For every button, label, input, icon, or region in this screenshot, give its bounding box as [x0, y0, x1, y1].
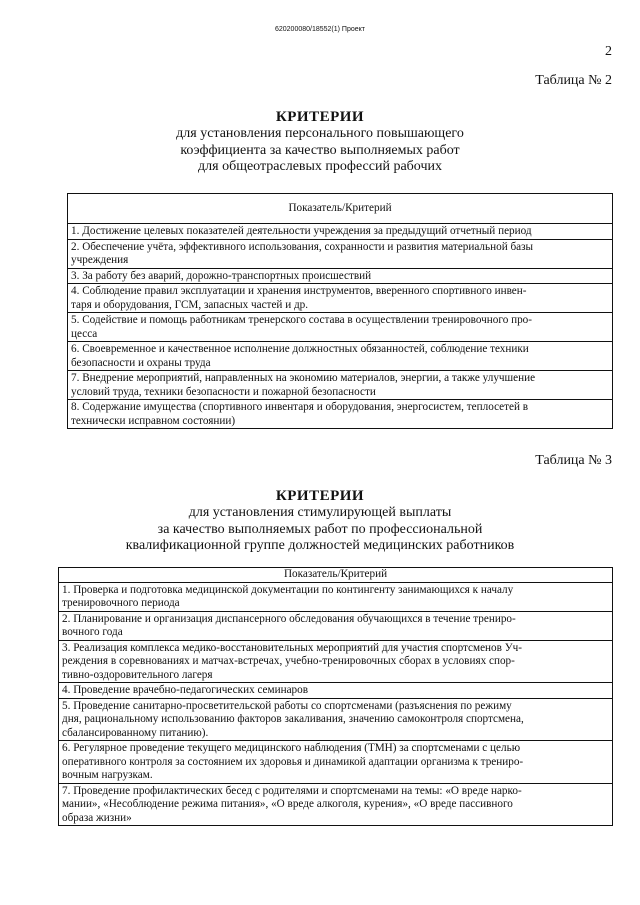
criterion-cell [68, 284, 613, 313]
table-row [59, 783, 613, 826]
table-2-title-block [0, 108, 640, 176]
criterion-text-line: цесса [71, 327, 98, 340]
page-number: 2 [605, 44, 612, 59]
criterion-cell [59, 741, 613, 784]
table-row [68, 400, 613, 429]
criterion-text-line: 5. Проведение санитарно-просветительской работы со спортсменами (разъяснения по режиму [62, 699, 512, 712]
criterion-text-line: 3. За работу без аварий, дорожно-транспортных происшествий [71, 269, 372, 282]
table-2-body [68, 224, 613, 429]
table-2-subtitle-line: для общеотраслевых профессий рабочих [198, 159, 442, 174]
criterion-cell [68, 400, 613, 429]
table-header-row [59, 568, 613, 583]
criterion-text-line: 2. Обеспечение учёта, эффективного использования, сохранности и развития материальной базы [71, 240, 534, 253]
criterion-cell [59, 698, 613, 741]
criterion-text-line: технически исправном состоянии) [71, 414, 236, 427]
table-row [68, 284, 613, 313]
criterion-text-line: тивно-оздоровительного лагеря [62, 668, 213, 681]
criteria-table-2 [67, 193, 613, 429]
criterion-cell [59, 582, 613, 611]
table-row [59, 640, 613, 683]
criterion-text-line: таря и оборудования, ГСМ, запасных частей и др. [71, 298, 309, 311]
table-3-subtitle-line: для установления стимулирующей выплаты [188, 505, 452, 520]
criterion-text-line: 6. Регулярное проведение текущего медицинского наблюдения (ТМН) за спортсменами с целью [62, 742, 521, 754]
criterion-text-line: тренировочного периода [62, 597, 180, 609]
table-row [68, 371, 613, 400]
criterion-cell [68, 268, 613, 284]
criterion-text-line: 6. Своевременное и качественное исполнение должностных обязанностей, соблюдение техники [71, 343, 529, 355]
criterion-text-line: 7. Внедрение мероприятий, направленных на экономию материалов, энергии, а также улучшение [71, 372, 536, 384]
table-row [59, 698, 613, 741]
criterion-text-line: оперативного контроля за состоянием их здоровья и динамикой адаптации организма к трениро- [62, 755, 524, 768]
column-header: Показатель/Критерий [59, 568, 613, 583]
criterion-text-line: 2. Планирование и организация диспансерного обследования обучающихся в течение трениро- [62, 612, 516, 625]
table-2-subtitle-line: коэффициента за качество выполняемых работ [180, 142, 460, 158]
criterion-text-line: 3. Реализация комплекса медико-восстановительных мероприятий для участия спортсменов Уч- [62, 641, 522, 654]
table-3-title: КРИТЕРИИ [275, 488, 365, 504]
criterion-text-line: дня, рациональному использованию факторов закаливания, значению самоконтроля спортсмена, [62, 713, 524, 725]
criterion-text-line: вочным нагрузкам. [62, 769, 153, 781]
document-code: 620200080/18552(1) Проект [274, 26, 365, 33]
criterion-text-line: 7. Проведение профилактических бесед с родителями и спортсменами на темы: «О вреде нарко- [62, 784, 522, 797]
table-row [59, 741, 613, 784]
criterion-text-line: образа жизни» [62, 811, 132, 824]
table-2-title: КРИТЕРИИ [275, 109, 365, 125]
table-3-title-block [0, 487, 640, 555]
criterion-text-line: 1. Проверка и подготовка медицинской документации по контингенту занимающихся к началу [62, 583, 514, 596]
criterion-text-line: безопасности и охраны труда [71, 356, 211, 369]
criterion-cell [59, 640, 613, 683]
table-row [59, 582, 613, 611]
criteria-table-3 [58, 567, 613, 826]
table-row [68, 268, 613, 284]
criterion-cell [68, 371, 613, 400]
table-row [68, 313, 613, 342]
criterion-text-line: учреждения [71, 254, 129, 266]
table-2-label: Таблица № 2 [535, 73, 612, 88]
table-row [59, 683, 613, 699]
table-3-body [59, 582, 613, 826]
table-3-subtitle-line: квалификационной группе должностей медицинских работников [125, 538, 515, 553]
criterion-text-line: условий труда, техники безопасности и пожарной безопасности [71, 385, 376, 398]
table-3-label: Таблица № 3 [535, 453, 612, 468]
criterion-text-line: 8. Содержание имущества (спортивного инвентаря и оборудования, энергосистем, теплосетей в [71, 401, 529, 413]
criterion-text-line: мании», «Несоблюдение режима питания», «О вреде алкоголя, курения», «О вреде пассивного [62, 798, 513, 810]
criterion-cell [59, 683, 613, 699]
table-header-row [68, 194, 613, 224]
table-row [59, 611, 613, 640]
table-row [68, 342, 613, 371]
criterion-cell [59, 611, 613, 640]
table-row [68, 239, 613, 268]
criterion-cell [68, 313, 613, 342]
criterion-text-line: сбалансированному питанию). [62, 726, 209, 739]
table-2-subtitle-line: для установления персонального повышающего [176, 126, 464, 141]
table-3-subtitle-line: за качество выполняемых работ по профессиональной [157, 521, 483, 537]
criterion-cell [59, 783, 613, 826]
criterion-text-line: реждения в соревнованиях и матчах-встречах, учебно-тренировочных сборах в условиях спор- [62, 655, 515, 667]
criterion-text-line: вочного года [62, 626, 123, 638]
table-row [68, 224, 613, 240]
criterion-text-line: 1. Достижение целевых показателей деятельности учреждения за предыдущий отчетный период [71, 225, 532, 237]
criterion-text-line: 5. Содействие и помощь работникам тренерского состава в осуществлении тренировочного про- [71, 314, 532, 326]
criterion-cell [68, 239, 613, 268]
criterion-text-line: 4. Проведение врачебно-педагогических семинаров [62, 684, 309, 696]
criterion-cell [68, 224, 613, 240]
criterion-text-line: 4. Соблюдение правил эксплуатации и хранения инструментов, вверенного спортивного инвен- [71, 285, 527, 297]
column-header: Показатель/Критерий [68, 194, 613, 224]
criterion-cell [68, 342, 613, 371]
